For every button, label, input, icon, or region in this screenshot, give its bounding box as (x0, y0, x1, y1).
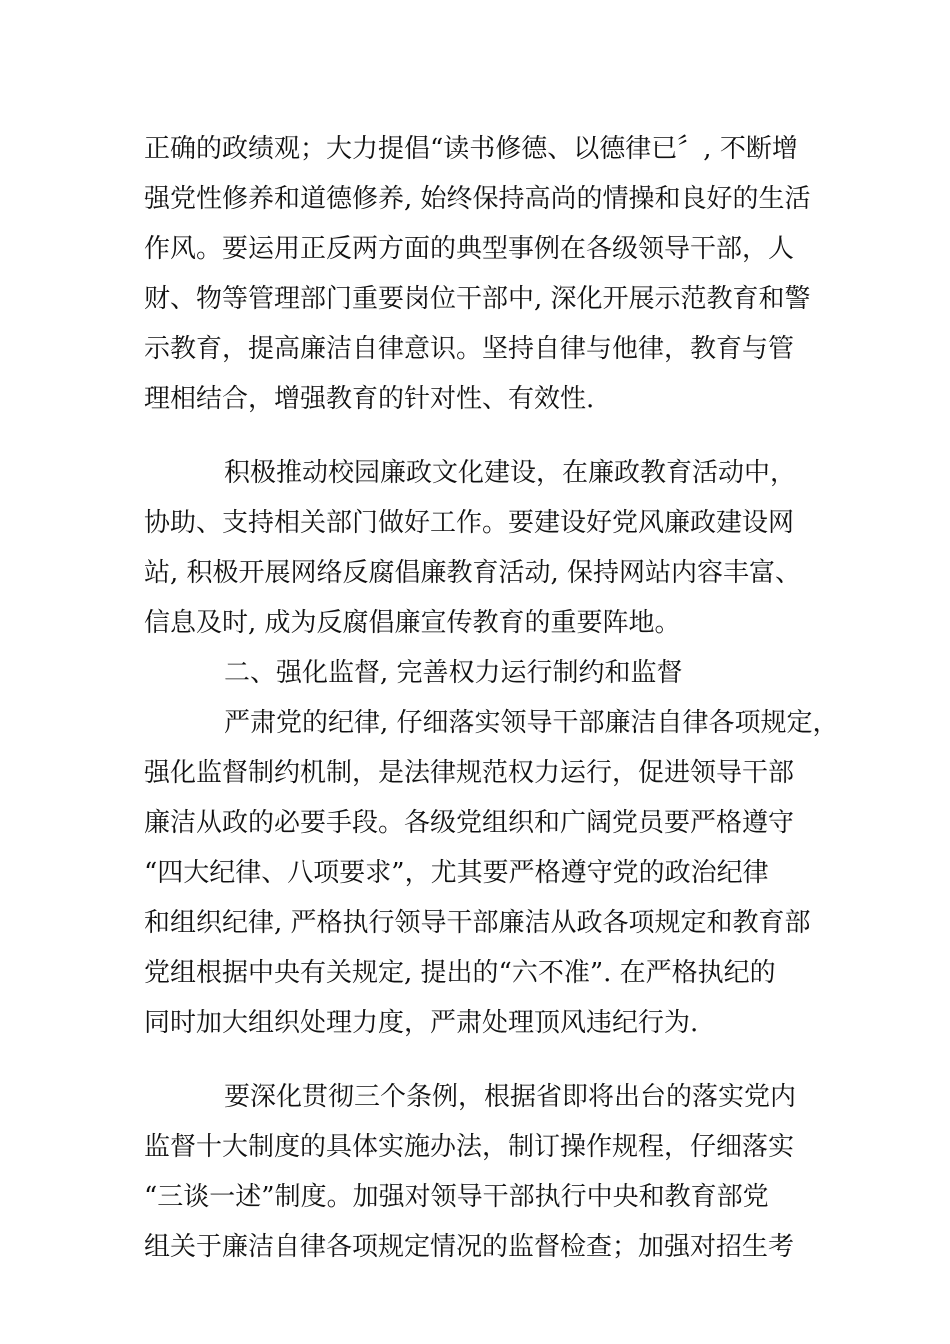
text-line: 廉洁从政的必要手段。各级党组织和广阔党员要严格遵守 (144, 808, 795, 838)
text-line: 组关于廉洁自律各项规定情况的监督检查；加强对招生考 (144, 1232, 795, 1262)
section-heading (144, 648, 814, 698)
text-line: 同时加大组织处理力度，严肃处理顶风违纪行为. (144, 1008, 699, 1038)
text-line: 党组根据中央有关规定, 提出的“六不准”. 在严格执纪的 (144, 958, 776, 988)
text-line: 正确的政绩观；大力提倡“读书修德、以德律已〞, 不断增 (144, 134, 798, 164)
text-line: 要深化贯彻三个条例，根据省即将出台的落实党内 (224, 1082, 797, 1112)
text-line: 作风。要运用正反两方面的典型事例在各级领导干部，人 (144, 234, 795, 264)
text-line: “四大纪律、八项要求”，尤其要严格遵守党的政治纪律 (144, 858, 769, 888)
text-line: 强党性修养和道德修养, 始终保持高尚的情操和良好的生活 (144, 184, 811, 214)
paragraph-2 (144, 448, 814, 648)
text-line: “三谈一述”制度。加强对领导干部执行中央和教育部党 (144, 1182, 769, 1212)
text-line: 财、物等管理部门重要岗位干部中, 深化开展示范教育和警 (144, 284, 811, 314)
heading-line: 二、强化监督, 完善权力运行制约和监督 (224, 658, 683, 688)
paragraph-1 (144, 124, 814, 424)
text-line: 严肃党的纪律, 仔细落实领导干部廉洁自律各项规定， (224, 708, 839, 738)
text-line: 强化监督制约机制，是法律规范权力运行，促进领导干部 (144, 758, 795, 788)
text-line: 示教育，提高廉洁自律意识。坚持自律与他律，教育与管 (144, 334, 795, 364)
paragraph-3 (144, 698, 839, 1048)
text-line: 积极推动校园廉政文化建设，在廉政教育活动中， (224, 458, 797, 488)
text-line: 和组织纪律, 严格执行领导干部廉洁从政各项规定和教育部 (144, 908, 811, 938)
text-line: 监督十大制度的具体实施办法，制订操作规程，仔细落实 (144, 1132, 795, 1162)
text-line: 理相结合，增强教育的针对性、有效性. (144, 384, 595, 414)
text-line: 站, 积极开展网络反腐倡廉教育活动, 保持网站内容丰富、 (144, 558, 802, 588)
text-line: 信息及时, 成为反腐倡廉宣传教育的重要阵地。 (144, 608, 681, 638)
paragraph-4 (144, 1072, 814, 1272)
text-line: 协助、支持相关部门做好工作。要建设好党风廉政建设网 (144, 508, 795, 538)
body-text (144, 124, 839, 1272)
